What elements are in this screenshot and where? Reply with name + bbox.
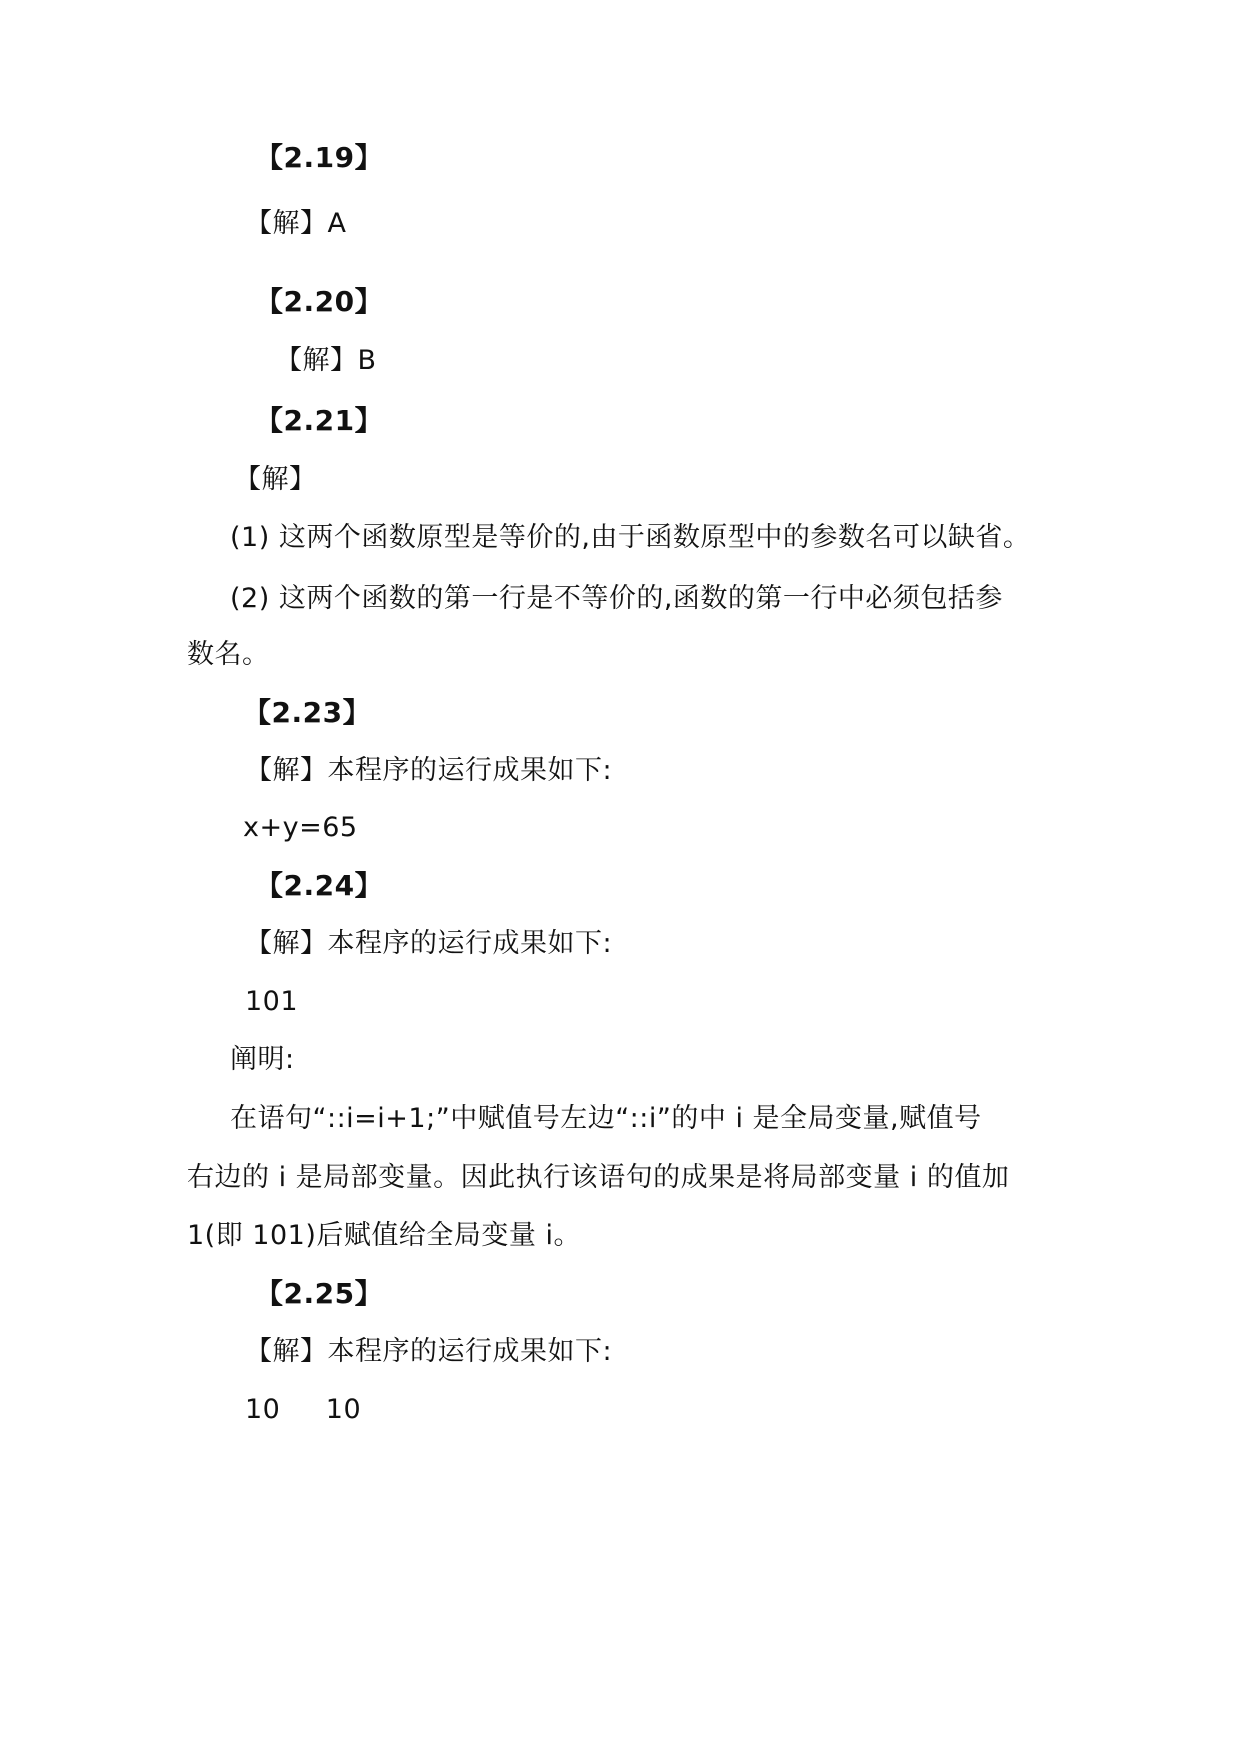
section-heading-2-23: 【2.23】	[243, 696, 372, 729]
section-heading-2-24: 【2.24】	[255, 869, 384, 902]
section-heading-2-25: 【2.25】	[255, 1277, 384, 1310]
answer-2-24: 【解】本程序的运行成果如下:	[245, 928, 613, 959]
note-2-24-line-2: 右边的 i 是局部变量。因此执行该语句的成果是将局部变量 i 的值加	[187, 1162, 1010, 1193]
section-heading-2-19: 【2.19】	[255, 141, 384, 174]
answer-2-25: 【解】本程序的运行成果如下:	[245, 1336, 613, 1367]
answer-2-21-item-2: (2) 这两个函数的第一行是不等价的,函数的第一行中必须包括参	[230, 583, 1003, 614]
answer-2-21-item-2-cont: 数名。	[187, 639, 270, 670]
answer-2-19: 【解】A	[245, 208, 347, 239]
output-2-24: 101	[245, 986, 299, 1017]
output-2-23: x+y=65	[243, 812, 358, 843]
answer-2-21-item-1: (1) 这两个函数原型是等价的,由于函数原型中的参数名可以缺省。	[230, 522, 1031, 553]
output-2-25: 10 10	[245, 1394, 362, 1425]
section-heading-2-21: 【2.21】	[255, 404, 384, 437]
note-2-24-line-3: 1(即 101)后赋值给全局变量 i。	[187, 1220, 581, 1251]
note-2-24-line-1: 在语句“::i=i+1;”中赋值号左边“::i”的中 i 是全局变量,赋值号	[230, 1103, 982, 1134]
answer-2-20: 【解】B	[275, 345, 377, 376]
note-label-2-24: 阐明:	[230, 1044, 295, 1075]
answer-2-21: 【解】	[234, 464, 317, 495]
answer-2-23: 【解】本程序的运行成果如下:	[245, 755, 613, 786]
section-heading-2-20: 【2.20】	[255, 285, 384, 318]
